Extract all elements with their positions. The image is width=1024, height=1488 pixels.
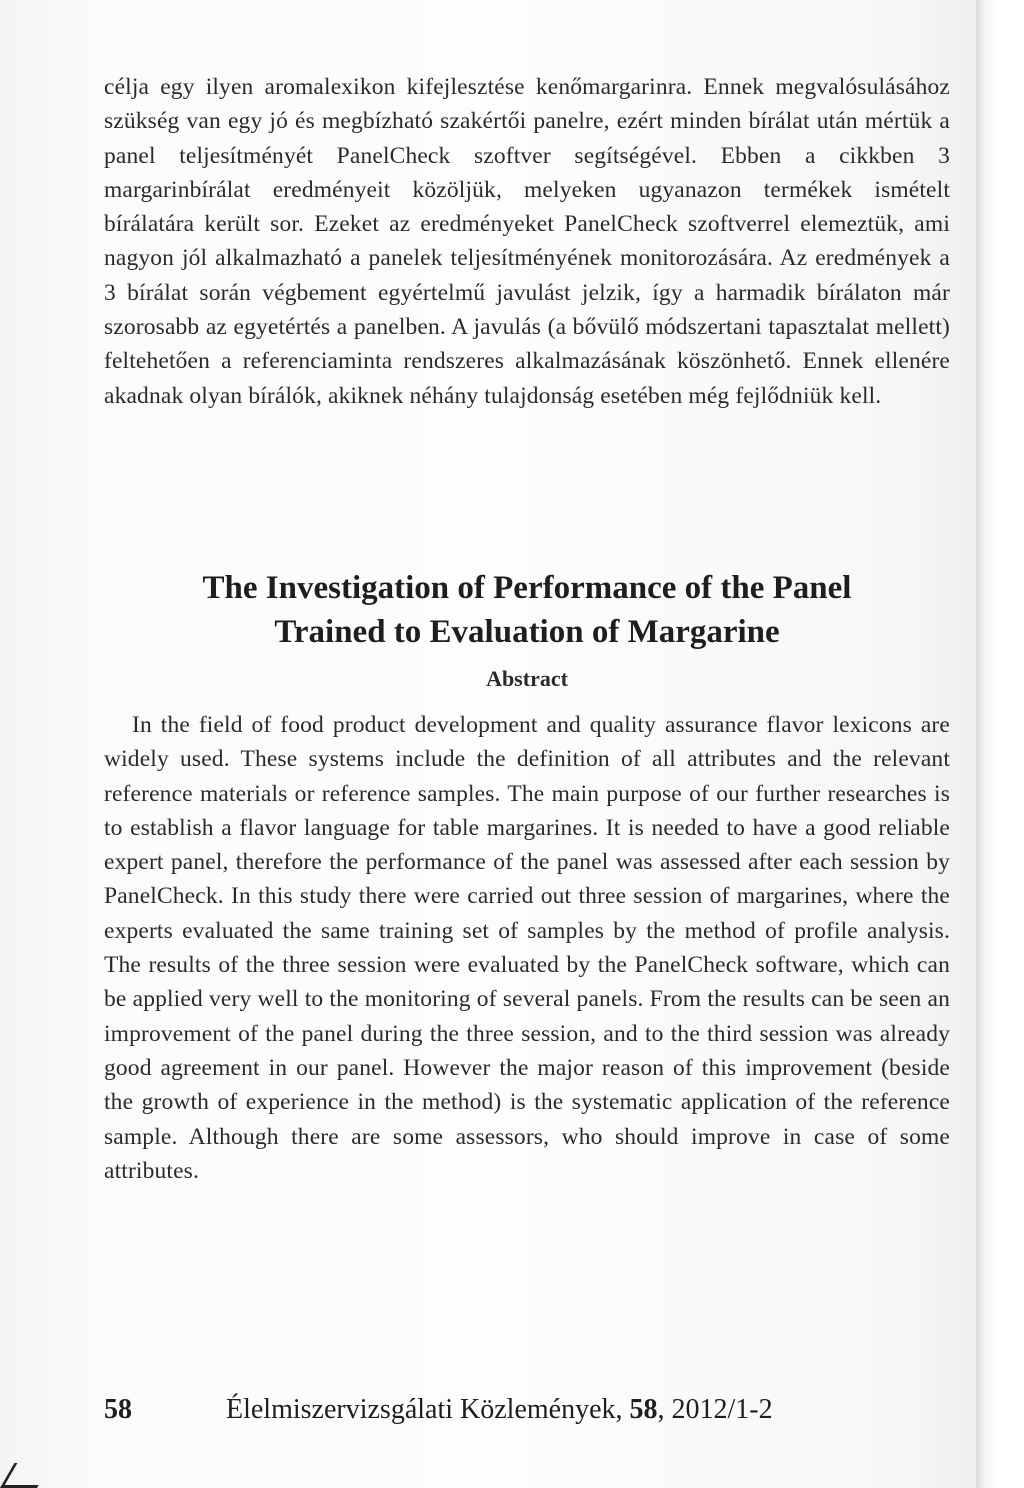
hungarian-summary (104, 70, 950, 413)
page-number: 58 (104, 1394, 132, 1425)
journal-name: Élelmiszervizsgálati Közlemények, (226, 1394, 623, 1425)
page-binding-edge (976, 0, 1000, 1488)
page-corner-mark (0, 1463, 51, 1488)
abstract-text: In the field of food product development and quality assurance flavor lexicons are widely used. These systems include the definition of all attributes and the relevant reference materials or reference samples. The main purpose of our further researches is to establish a flavor language for table margarines. It is needed to have a good reliable expert panel, therefore the performance of the panel was assessed after each session by PanelCheck. In this study there were carried out three session of margarines, where the experts evaluated the same training set of samples by the method of profile analysis. The results of the three session were evaluated by the PanelCheck software, which can be applied very well to the monitoring of several panels. From the results can be seen an improvement of the panel during the three session, and to the third session was already good agreement in our panel. However the major reason of this improvement (beside the growth of experience in the method) is the systematic application of the reference sample. Although there are some assessors, who should improve in case of some attributes. (104, 712, 950, 1184)
title-line-2: Trained to Evaluation of Margarine (274, 614, 780, 650)
journal-citation (226, 1392, 773, 1428)
hungarian-summary-text: célja egy ilyen aromalexikon kifejlesztése kenőmargarinra. Ennek megvalósulásához szükség van egy jó és megbízható szakértői panelre, ezért minden bírálat után mértük a panel teljesítményét PanelCheck szoftver segítségével. Ebben a cikkben 3 margarinbírálat eredményeit közöljük, melyeken ugyanazon termékek ismételt bírálatára került sor. Ezeket az eredményeket PanelCheck szoftverrel elemeztük, ami nagyon jól alkalmazható a panelek teljesítményének monitorozására. Az eredmények a 3 bírálat során végbement egyértelmű javulást jelzik, így a harmadik bírálaton már szorosabb az egyetértés a panelben. A javulás (a bővülő módszertani tapasztalat mellett) feltehetően a referenciaminta rendszeres alkalmazásának köszönhető. Ennek ellenére akadnak olyan bírálók, akiknek néhány tulajdonság esetében még fejlődniük kell. (104, 74, 950, 409)
article-title (104, 566, 950, 654)
journal-volume: 58 (629, 1394, 658, 1425)
title-line-1: The Investigation of Performance of the Panel (202, 570, 852, 606)
journal-issue: , 2012/1-2 (657, 1394, 773, 1425)
abstract-body (104, 708, 950, 1188)
abstract-heading: Abstract (486, 666, 568, 691)
